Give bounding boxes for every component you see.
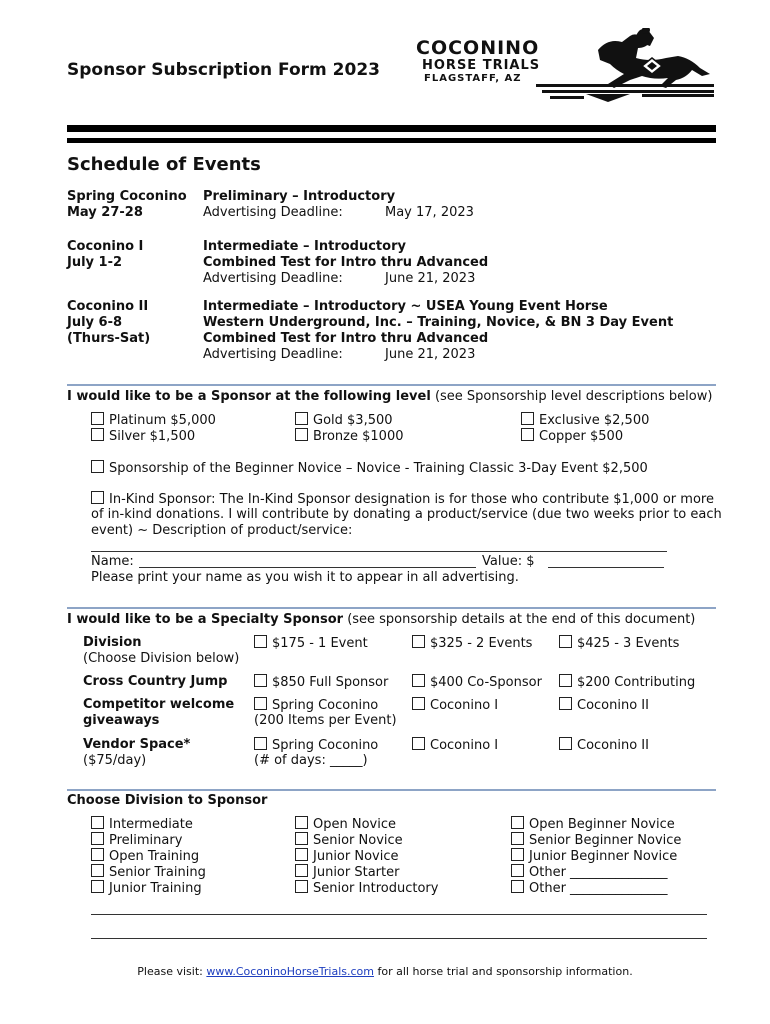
specialty-option[interactable]	[559, 697, 649, 714]
division-option[interactable]	[295, 848, 398, 865]
specialty-option[interactable]	[254, 674, 388, 691]
sponsor-level-heading	[67, 389, 712, 405]
option-label: Spring Coconino	[272, 698, 379, 713]
checkbox[interactable]	[412, 635, 425, 648]
specialty-row-label: Division	[83, 635, 142, 650]
notes-line[interactable]	[91, 938, 707, 939]
logo-location: FLAGSTAFF, AZ	[424, 73, 522, 84]
division-option[interactable]	[511, 864, 668, 881]
checkbox[interactable]	[295, 832, 308, 845]
form-title: Sponsor Subscription Form 2023	[67, 60, 380, 80]
event-name: Coconino I	[67, 239, 144, 254]
division-label: Junior Beginner Novice	[529, 849, 678, 864]
specialty-option[interactable]	[254, 737, 378, 754]
checkbox[interactable]	[254, 674, 267, 687]
checkbox[interactable]	[91, 864, 104, 877]
level-label: Exclusive $2,500	[539, 413, 650, 428]
event-name: Coconino II	[67, 299, 149, 314]
specialty-option[interactable]	[412, 635, 532, 652]
checkbox[interactable]	[254, 635, 267, 648]
level-silver[interactable]	[91, 428, 195, 445]
checkbox[interactable]	[511, 848, 524, 861]
division-option[interactable]	[91, 832, 182, 849]
section-divider	[67, 607, 716, 609]
division-option[interactable]	[91, 848, 199, 865]
division-label: Other _______________	[529, 881, 668, 896]
deadline-label: Advertising Deadline:	[203, 271, 343, 286]
checkbox[interactable]	[91, 848, 104, 861]
event-levels: Combined Test for Intro thru Advanced	[203, 255, 489, 270]
option-label: Coconino II	[577, 698, 649, 713]
event-dates: May 27-28	[67, 205, 143, 220]
section-divider	[67, 789, 716, 791]
checkbox[interactable]	[91, 412, 104, 425]
division-option[interactable]	[91, 816, 193, 833]
name-field[interactable]	[139, 567, 476, 568]
checkbox[interactable]	[559, 674, 572, 687]
checkbox[interactable]	[91, 428, 104, 441]
checkbox[interactable]	[511, 832, 524, 845]
sponsor-level-note: (see Sponsorship level descriptions below)	[434, 389, 713, 404]
value-field[interactable]	[548, 567, 664, 568]
division-label: Intermediate	[109, 817, 193, 832]
checkbox[interactable]	[412, 737, 425, 750]
event-dates: July 6-8	[67, 315, 123, 330]
checkbox[interactable]	[295, 864, 308, 877]
level-bronze[interactable]	[295, 428, 403, 445]
level-copper[interactable]	[521, 428, 623, 445]
checkbox[interactable]	[295, 848, 308, 861]
checkbox[interactable]	[559, 697, 572, 710]
division-option[interactable]	[91, 880, 202, 897]
division-heading: Choose Division to Sponsor	[67, 793, 268, 808]
level-gold[interactable]	[295, 412, 393, 429]
checkbox[interactable]	[295, 880, 308, 893]
checkbox[interactable]	[511, 864, 524, 877]
checkbox[interactable]	[91, 491, 104, 504]
option-label: Coconino I	[430, 738, 499, 753]
specialty-option[interactable]	[559, 635, 679, 652]
event-levels: Combined Test for Intro thru Advanced	[203, 331, 489, 346]
division-option[interactable]	[295, 880, 438, 897]
event-levels: Western Underground, Inc. – Training, Novice, & BN 3 Day Event	[203, 315, 674, 330]
option-label: $400 Co-Sponsor	[430, 675, 542, 690]
level-label: Platinum $5,000	[109, 413, 216, 428]
event-levels: Intermediate – Introductory	[203, 239, 406, 254]
deadline-label: Advertising Deadline:	[203, 347, 343, 362]
checkbox[interactable]	[521, 428, 534, 441]
checkbox[interactable]	[91, 816, 104, 829]
print-note: Please print your name as you wish it to appear in all advertising.	[91, 570, 519, 585]
level-platinum[interactable]	[91, 412, 216, 429]
value-label: Value: $	[482, 554, 535, 569]
division-option[interactable]	[91, 864, 206, 881]
deadline-date: June 21, 2023	[385, 347, 476, 362]
option-label: Coconino II	[577, 738, 649, 753]
option-label: $200 Contributing	[577, 675, 696, 690]
name-label: Name:	[91, 554, 134, 569]
division-option[interactable]	[511, 832, 681, 849]
checkbox[interactable]	[91, 460, 104, 473]
footer-prefix: Please visit:	[137, 965, 203, 978]
classic-sponsorship[interactable]	[91, 460, 648, 477]
checkbox[interactable]	[91, 880, 104, 893]
header-divider-thin	[67, 138, 716, 143]
option-label: Coconino I	[430, 698, 499, 713]
level-label: Copper $500	[539, 429, 624, 444]
checkbox[interactable]	[559, 737, 572, 750]
division-label: Junior Novice	[313, 849, 399, 864]
specialty-row-label: Competitor welcome	[83, 697, 235, 712]
specialty-option[interactable]	[559, 674, 695, 691]
footer-suffix: for all horse trial and sponsorship information.	[377, 965, 633, 978]
deadline-date: May 17, 2023	[385, 205, 474, 220]
specialty-option[interactable]	[254, 635, 368, 652]
specialty-row-label: Vendor Space*	[83, 737, 191, 752]
deadline-label: Advertising Deadline:	[203, 205, 343, 220]
checkbox[interactable]	[91, 832, 104, 845]
division-label: Senior Novice	[313, 833, 403, 848]
option-label: $850 Full Sponsor	[272, 675, 389, 690]
event-levels: Preliminary – Introductory	[203, 189, 396, 204]
division-label: Open Beginner Novice	[529, 817, 675, 832]
specialty-row-sub: (Choose Division below)	[83, 651, 240, 666]
footer	[0, 965, 770, 978]
division-label: Senior Introductory	[313, 881, 439, 896]
division-label: Preliminary	[109, 833, 183, 848]
division-label: Open Training	[109, 849, 200, 864]
notes-line[interactable]	[91, 914, 707, 915]
division-label: Other _______________	[529, 865, 668, 880]
level-label: Bronze $1000	[313, 429, 404, 444]
checkbox[interactable]	[254, 697, 267, 710]
checkbox[interactable]	[521, 412, 534, 425]
inkind-sponsor[interactable]	[91, 491, 714, 508]
specialty-option[interactable]	[254, 697, 378, 714]
section-divider	[67, 384, 716, 386]
checkbox[interactable]	[254, 737, 267, 750]
division-option[interactable]	[295, 816, 396, 833]
division-option[interactable]	[511, 816, 675, 833]
division-option[interactable]	[511, 880, 668, 897]
option-label: Spring Coconino	[272, 738, 379, 753]
specialty-option-sub: (# of days: _____)	[254, 753, 368, 768]
checkbox[interactable]	[511, 880, 524, 893]
specialty-option[interactable]	[559, 737, 649, 754]
event-name: Spring Coconino	[67, 189, 187, 204]
specialty-row-label: Cross Country Jump	[83, 674, 228, 689]
division-label: Senior Beginner Novice	[529, 833, 682, 848]
division-label: Senior Training	[109, 865, 206, 880]
checkbox[interactable]	[295, 412, 308, 425]
division-label: Open Novice	[313, 817, 396, 832]
inkind-text: of in-kind donations. I will contribute by donating a product/service (due two weeks prior to each	[91, 507, 722, 522]
checkbox[interactable]	[295, 428, 308, 441]
checkbox[interactable]	[511, 816, 524, 829]
schedule-heading: Schedule of Events	[67, 154, 261, 175]
option-label: $175 - 1 Event	[272, 636, 368, 651]
inkind-text: event) ~ Description of product/service:	[91, 523, 353, 538]
event-days: (Thurs-Sat)	[67, 331, 151, 346]
specialty-row-sub: ($75/day)	[83, 753, 147, 768]
specialty-option[interactable]	[412, 674, 542, 691]
logo-subtitle: HORSE TRIALS	[422, 58, 541, 73]
website-link[interactable]: www.CoconinoHorseTrials.com	[206, 965, 374, 978]
checkbox[interactable]	[412, 674, 425, 687]
division-label: Junior Training	[109, 881, 202, 896]
specialty-note: (see sponsorship details at the end of this document)	[347, 612, 696, 627]
option-label: $425 - 3 Events	[577, 636, 680, 651]
division-option[interactable]	[295, 832, 403, 849]
specialty-title: I would like to be a Specialty Sponsor	[67, 612, 344, 627]
specialty-row-sub: giveaways	[83, 713, 160, 728]
event-dates: July 1-2	[67, 255, 123, 270]
specialty-option-sub: (200 Items per Event)	[254, 713, 397, 728]
deadline-date: June 21, 2023	[385, 271, 476, 286]
classic-label: Sponsorship of the Beginner Novice – Novice - Training Classic 3-Day Event $2,500	[109, 461, 648, 476]
sponsor-level-title: I would like to be a Sponsor at the following level	[67, 389, 431, 404]
checkbox[interactable]	[559, 635, 572, 648]
specialty-option[interactable]	[412, 697, 498, 714]
description-field[interactable]	[91, 551, 667, 552]
coconino-logo	[410, 28, 720, 110]
header-divider-thick	[67, 125, 716, 132]
inkind-text: In-Kind Sponsor: The In-Kind Sponsor designation is for those who contribute $1,000 or more	[109, 492, 714, 507]
level-label: Gold $3,500	[313, 413, 393, 428]
level-exclusive[interactable]	[521, 412, 649, 429]
logo-name: COCONINO	[416, 37, 540, 59]
specialty-heading	[67, 612, 695, 628]
checkbox[interactable]	[295, 816, 308, 829]
event-levels: Intermediate – Introductory ~ USEA Young Event Horse	[203, 299, 608, 314]
level-label: Silver $1,500	[109, 429, 196, 444]
division-option[interactable]	[511, 848, 677, 865]
specialty-option[interactable]	[412, 737, 498, 754]
division-option[interactable]	[295, 864, 399, 881]
division-label: Junior Starter	[313, 865, 400, 880]
option-label: $325 - 2 Events	[430, 636, 533, 651]
checkbox[interactable]	[412, 697, 425, 710]
